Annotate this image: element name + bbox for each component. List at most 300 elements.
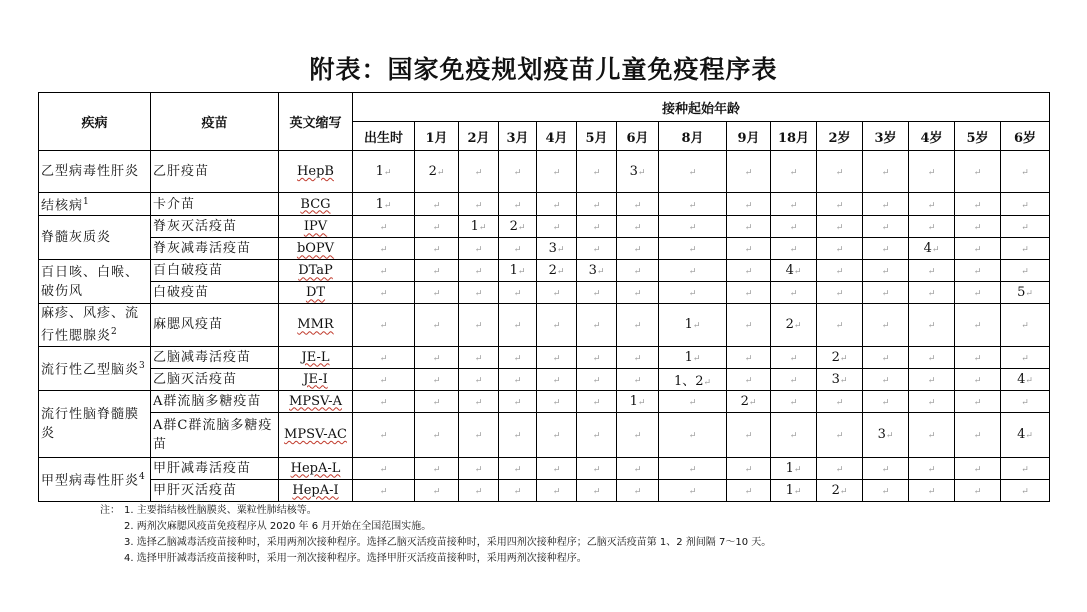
paragraph-mark-icon: ↵ — [927, 321, 936, 332]
dose-cell — [537, 238, 577, 260]
dose-cell — [499, 346, 537, 368]
paragraph-mark-icon: ↵ — [839, 375, 848, 386]
paragraph-mark-icon: ↵ — [688, 289, 697, 300]
dose-cell — [537, 412, 577, 457]
dose-cell — [459, 346, 499, 368]
paragraph-mark-icon: ↵ — [633, 353, 642, 364]
paragraph-mark-icon: ↵ — [835, 397, 844, 408]
footnote-ref: 1 — [83, 197, 90, 207]
dose-cell — [617, 260, 659, 282]
paragraph-mark-icon: ↵ — [633, 245, 642, 256]
dose-cell — [459, 304, 499, 346]
dose-cell — [863, 151, 909, 193]
abbr-cell — [279, 282, 353, 304]
paragraph-mark-icon: ↵ — [835, 431, 844, 442]
dose-cell — [1001, 260, 1050, 282]
dose-cell — [955, 193, 1001, 216]
paragraph-mark-icon: ↵ — [592, 464, 601, 475]
paragraph-mark-icon: ↵ — [379, 245, 388, 256]
dose-number: 1 — [684, 317, 693, 333]
dose-cell — [577, 238, 617, 260]
dose-cell — [955, 282, 1001, 304]
dose-cell — [955, 479, 1001, 501]
paragraph-mark-icon: ↵ — [513, 168, 522, 178]
vaccine-abbr: MPSV-A — [289, 393, 342, 409]
paragraph-mark-icon: ↵ — [1021, 321, 1029, 332]
paragraph-mark-icon: ↵ — [835, 464, 844, 475]
paragraph-mark-icon: ↵ — [744, 353, 753, 364]
paragraph-mark-icon: ↵ — [881, 464, 890, 475]
paragraph-mark-icon: ↵ — [927, 486, 936, 497]
paragraph-mark-icon: ↵ — [432, 486, 441, 497]
paragraph-mark-icon: ↵ — [744, 375, 753, 386]
paragraph-mark-icon: ↵ — [881, 397, 890, 408]
dose-cell — [863, 457, 909, 479]
footnote-item — [100, 519, 771, 535]
vaccine-name: 甲肝减毒活疫苗 — [153, 460, 252, 476]
dose-cell — [617, 193, 659, 216]
paragraph-mark-icon: ↵ — [835, 223, 844, 234]
dose-cell — [727, 304, 771, 346]
dose-cell — [817, 282, 863, 304]
dose-cell — [817, 346, 863, 368]
dose-cell — [537, 304, 577, 346]
dose-cell — [415, 412, 459, 457]
abbr-cell — [279, 457, 353, 479]
paragraph-mark-icon: ↵ — [973, 168, 982, 178]
dose-cell — [727, 390, 771, 412]
vaccine-abbr: HepB — [297, 164, 334, 179]
vaccine-name: 脊灰灭活疫苗 — [153, 219, 238, 235]
dose-cell — [909, 346, 955, 368]
paragraph-mark-icon: ↵ — [881, 245, 890, 256]
paragraph-mark-icon: ↵ — [881, 375, 890, 386]
paragraph-mark-icon: ↵ — [517, 223, 526, 234]
vaccine-cell — [151, 238, 279, 260]
paragraph-mark-icon: ↵ — [432, 289, 441, 300]
header-disease — [39, 93, 151, 151]
paragraph-mark-icon: ↵ — [552, 223, 561, 234]
vaccine-cell — [151, 216, 279, 238]
paragraph-mark-icon: ↵ — [474, 397, 483, 408]
dose-cell — [817, 260, 863, 282]
dose-cell — [955, 390, 1001, 412]
dose-cell — [459, 390, 499, 412]
paragraph-mark-icon: ↵ — [927, 353, 936, 364]
paragraph-mark-icon: ↵ — [927, 168, 936, 178]
footnotes — [100, 503, 771, 567]
paragraph-mark-icon: ↵ — [379, 267, 388, 278]
dose-cell — [771, 346, 817, 368]
paragraph-mark-icon: ↵ — [432, 397, 441, 408]
dose-cell — [659, 260, 727, 282]
disease-cell — [39, 216, 151, 260]
dose-number: 1 — [509, 263, 518, 279]
paragraph-mark-icon: ↵ — [474, 486, 483, 497]
paragraph-mark-icon: ↵ — [513, 353, 522, 364]
dose-cell — [1001, 368, 1050, 390]
paragraph-mark-icon: ↵ — [1021, 397, 1029, 408]
age-header: 8月 — [659, 122, 727, 151]
age-header: 3月 — [499, 122, 537, 151]
dose-cell — [353, 193, 415, 216]
paragraph-mark-icon: ↵ — [552, 431, 561, 442]
paragraph-mark-icon: ↵ — [474, 289, 483, 300]
disease-cell — [39, 151, 151, 193]
disease-cell — [39, 193, 151, 216]
dose-cell — [817, 193, 863, 216]
dose-cell — [863, 193, 909, 216]
dose-cell — [955, 412, 1001, 457]
table-row — [39, 412, 1050, 457]
vaccine-cell — [151, 304, 279, 346]
dose-cell — [955, 151, 1001, 193]
paragraph-mark-icon: ↵ — [793, 486, 802, 497]
dose-cell — [659, 346, 727, 368]
paragraph-mark-icon: ↵ — [633, 289, 642, 300]
dose-cell — [659, 368, 727, 390]
paragraph-mark-icon: ↵ — [692, 321, 701, 332]
age-header: 5月 — [577, 122, 617, 151]
dose-cell — [863, 412, 909, 457]
vaccine-cell — [151, 457, 279, 479]
dose-number: 3 — [588, 263, 597, 279]
dose-cell — [415, 457, 459, 479]
dose-cell — [499, 193, 537, 216]
paragraph-mark-icon: ↵ — [592, 431, 601, 442]
dose-cell — [415, 238, 459, 260]
paragraph-mark-icon: ↵ — [973, 486, 982, 497]
paragraph-mark-icon: ↵ — [379, 464, 388, 475]
dose-cell — [659, 151, 727, 193]
header-vaccine — [151, 93, 279, 151]
dose-cell — [459, 479, 499, 501]
dose-cell — [353, 368, 415, 390]
dose-cell — [617, 412, 659, 457]
paragraph-mark-icon: ↵ — [973, 200, 982, 211]
dose-cell — [909, 193, 955, 216]
paragraph-mark-icon: ↵ — [1021, 168, 1029, 178]
paragraph-mark-icon: ↵ — [789, 397, 798, 408]
paragraph-mark-icon: ↵ — [835, 245, 844, 256]
footnote-ref: 4 — [139, 471, 146, 482]
abbr-cell — [279, 346, 353, 368]
paragraph-mark-icon: ↵ — [1021, 464, 1029, 475]
paragraph-mark-icon: ↵ — [881, 200, 890, 211]
dose-cell — [353, 260, 415, 282]
dose-cell — [909, 238, 955, 260]
paragraph-mark-icon: ↵ — [379, 223, 388, 234]
header-start-age-label: 接种起始年龄 — [662, 101, 741, 117]
vaccine-abbr: IPV — [303, 219, 328, 235]
dose-cell — [353, 216, 415, 238]
dose-number: 4 — [1017, 371, 1026, 387]
footnote-text: 4. 选择甲肝减毒活疫苗接种时，采用一剂次接种程序。选择甲肝灭活疫苗接种时，采用两剂次接种程序。 — [124, 553, 587, 564]
paragraph-mark-icon: ↵ — [637, 397, 646, 408]
dose-cell — [499, 282, 537, 304]
dose-cell — [659, 282, 727, 304]
paragraph-mark-icon: ↵ — [432, 223, 441, 234]
header-vaccine-label: 疫苗 — [201, 116, 228, 131]
dose-cell — [577, 216, 617, 238]
dose-cell — [727, 457, 771, 479]
vaccine-name: 乙脑减毒活疫苗 — [153, 349, 252, 365]
abbr-cell — [279, 216, 353, 238]
dose-cell — [863, 368, 909, 390]
age-header: 2月 — [459, 122, 499, 151]
dose-cell — [537, 368, 577, 390]
paragraph-mark-icon: ↵ — [513, 321, 522, 332]
dose-number: 2 — [740, 393, 749, 409]
dose-cell — [863, 260, 909, 282]
dose-cell — [415, 368, 459, 390]
dose-cell — [353, 479, 415, 501]
vaccine-name: 麻腮风疫苗 — [153, 317, 224, 333]
dose-cell — [1001, 216, 1050, 238]
dose-cell — [499, 457, 537, 479]
abbr-cell — [279, 151, 353, 193]
paragraph-mark-icon: ↵ — [552, 486, 561, 497]
paragraph-mark-icon: ↵ — [379, 431, 388, 442]
paragraph-mark-icon: ↵ — [432, 200, 441, 211]
footnote-text: 3. 选择乙脑减毒活疫苗接种时，采用两剂次接种程序。选择乙脑灭活疫苗接种时，采用四剂次接种程序；乙脑灭活疫苗第 1、2 剂间隔 7～10 天。 — [124, 537, 772, 548]
vaccine-name: 百白破疫苗 — [153, 263, 224, 279]
paragraph-mark-icon: ↵ — [793, 267, 802, 278]
dose-cell — [577, 390, 617, 412]
paragraph-mark-icon: ↵ — [432, 431, 441, 442]
paragraph-mark-icon: ↵ — [744, 289, 753, 300]
paragraph-mark-icon: ↵ — [379, 289, 388, 300]
dose-cell — [537, 216, 577, 238]
dose-cell — [353, 390, 415, 412]
paragraph-mark-icon: ↵ — [927, 289, 936, 300]
dose-number: 2 — [428, 164, 437, 179]
paragraph-mark-icon: ↵ — [927, 200, 936, 211]
paragraph-mark-icon: ↵ — [835, 168, 844, 178]
dose-cell — [659, 238, 727, 260]
vaccine-name: 白破疫苗 — [153, 285, 210, 301]
dose-cell — [353, 282, 415, 304]
paragraph-mark-icon: ↵ — [744, 486, 753, 497]
paragraph-mark-icon: ↵ — [432, 464, 441, 475]
dose-cell — [537, 479, 577, 501]
dose-cell — [955, 216, 1001, 238]
footnote-text: 2. 两剂次麻腮风疫苗免疫程序从 2020 年 6 月开始在全国范围实施。 — [124, 521, 432, 532]
dose-cell — [617, 346, 659, 368]
paragraph-mark-icon: ↵ — [633, 375, 642, 386]
disease-name: 流行性脑脊髓膜炎 — [41, 406, 140, 441]
dose-cell — [659, 412, 727, 457]
paragraph-mark-icon: ↵ — [881, 289, 890, 300]
dose-cell — [353, 238, 415, 260]
paragraph-mark-icon: ↵ — [973, 464, 982, 475]
paragraph-mark-icon: ↵ — [1021, 486, 1029, 497]
dose-cell — [459, 412, 499, 457]
dose-cell — [353, 412, 415, 457]
dose-cell — [771, 479, 817, 501]
dose-cell — [909, 368, 955, 390]
paragraph-mark-icon: ↵ — [744, 200, 753, 211]
dose-cell — [955, 368, 1001, 390]
page-title: 附表：国家免疫规划疫苗儿童免疫程序表 — [309, 55, 778, 84]
disease-name: 流行性乙型脑炎 — [41, 362, 140, 378]
dose-cell — [817, 479, 863, 501]
paragraph-mark-icon: ↵ — [556, 267, 565, 278]
dose-cell — [499, 304, 537, 346]
dose-cell — [909, 260, 955, 282]
immunization-schedule-table — [38, 92, 1050, 502]
paragraph-mark-icon: ↵ — [592, 486, 601, 497]
age-header: 9月 — [727, 122, 771, 151]
paragraph-mark-icon: ↵ — [688, 397, 697, 408]
table-row — [39, 193, 1050, 216]
dose-cell — [499, 412, 537, 457]
dose-cell — [955, 346, 1001, 368]
abbr-cell — [279, 304, 353, 346]
paragraph-mark-icon: ↵ — [1021, 267, 1029, 278]
paragraph-mark-icon: ↵ — [637, 168, 646, 178]
dose-cell — [771, 282, 817, 304]
age-header: 6月 — [617, 122, 659, 151]
dose-cell — [577, 193, 617, 216]
dose-cell — [909, 151, 955, 193]
vaccine-cell — [151, 260, 279, 282]
paragraph-mark-icon: ↵ — [931, 245, 940, 256]
dose-cell — [459, 151, 499, 193]
dose-cell — [617, 479, 659, 501]
vaccine-cell — [151, 390, 279, 412]
vaccine-name: A群流脑多糖疫苗 — [153, 393, 262, 409]
disease-name: 甲型病毒性肝炎 — [41, 473, 140, 489]
paragraph-mark-icon: ↵ — [688, 464, 697, 475]
paragraph-mark-icon: ↵ — [744, 267, 753, 278]
dose-cell — [909, 412, 955, 457]
paragraph-mark-icon: ↵ — [592, 200, 601, 211]
vaccine-cell — [151, 151, 279, 193]
table-row — [39, 260, 1050, 282]
paragraph-mark-icon: ↵ — [1025, 289, 1033, 300]
paragraph-mark-icon: ↵ — [633, 464, 642, 475]
dose-number: 1 — [684, 349, 693, 365]
footnote-label: 注： — [100, 505, 120, 516]
dose-cell — [415, 479, 459, 501]
dose-cell — [415, 193, 459, 216]
vaccine-cell — [151, 479, 279, 501]
paragraph-mark-icon: ↵ — [927, 397, 936, 408]
vaccine-abbr: HepA-L — [290, 460, 341, 476]
paragraph-mark-icon: ↵ — [789, 245, 798, 256]
dose-cell — [727, 260, 771, 282]
paragraph-mark-icon: ↵ — [633, 486, 642, 497]
age-header: 1月 — [415, 122, 459, 151]
dose-cell — [909, 216, 955, 238]
dose-cell — [863, 304, 909, 346]
dose-cell — [415, 216, 459, 238]
paragraph-mark-icon: ↵ — [432, 321, 441, 332]
paragraph-mark-icon: ↵ — [744, 223, 753, 234]
disease-cell — [39, 457, 151, 501]
dose-cell — [577, 412, 617, 457]
header-disease-label: 疾病 — [81, 116, 108, 131]
paragraph-mark-icon: ↵ — [1021, 245, 1029, 256]
vaccine-cell — [151, 368, 279, 390]
abbr-cell — [279, 193, 353, 216]
dose-cell — [817, 412, 863, 457]
paragraph-mark-icon: ↵ — [789, 353, 798, 364]
dose-cell — [727, 412, 771, 457]
dose-number: 3 — [629, 164, 638, 179]
abbr-cell — [279, 390, 353, 412]
paragraph-mark-icon: ↵ — [973, 431, 982, 442]
dose-cell — [817, 390, 863, 412]
dose-cell — [459, 193, 499, 216]
disease-name: 结核病 — [41, 198, 84, 214]
dose-cell — [617, 151, 659, 193]
dose-cell — [817, 304, 863, 346]
paragraph-mark-icon: ↵ — [517, 267, 526, 278]
dose-cell — [353, 304, 415, 346]
table-row — [39, 151, 1050, 193]
dose-number: 5 — [1017, 285, 1026, 301]
dose-cell — [617, 304, 659, 346]
dose-cell — [1001, 457, 1050, 479]
dose-number: 2 — [831, 482, 840, 498]
dose-cell — [459, 260, 499, 282]
table-row — [39, 304, 1050, 346]
dose-cell — [659, 457, 727, 479]
paragraph-mark-icon: ↵ — [432, 375, 441, 386]
paragraph-mark-icon: ↵ — [1025, 375, 1033, 386]
abbr-cell — [279, 368, 353, 390]
dose-cell — [577, 260, 617, 282]
paragraph-mark-icon: ↵ — [927, 375, 936, 386]
footnote-ref: 2 — [111, 327, 118, 338]
paragraph-mark-icon: ↵ — [692, 353, 701, 364]
paragraph-mark-icon: ↵ — [592, 245, 601, 256]
paragraph-mark-icon: ↵ — [474, 375, 483, 386]
dose-cell — [537, 193, 577, 216]
dose-cell — [537, 346, 577, 368]
age-header: 6岁 — [1001, 122, 1050, 151]
dose-cell — [817, 238, 863, 260]
dose-number: 3 — [831, 371, 840, 387]
vaccine-name: A群C群流脑多糖疫苗 — [153, 417, 273, 452]
abbr-cell — [279, 238, 353, 260]
paragraph-mark-icon: ↵ — [474, 353, 483, 364]
vaccine-cell — [151, 412, 279, 457]
paragraph-mark-icon: ↵ — [474, 245, 483, 256]
vaccine-abbr: BCG — [300, 196, 331, 212]
vaccine-name: 卡介苗 — [153, 196, 196, 212]
paragraph-mark-icon: ↵ — [592, 321, 601, 332]
dose-cell — [459, 282, 499, 304]
dose-cell — [817, 368, 863, 390]
paragraph-mark-icon: ↵ — [927, 267, 936, 278]
dose-cell — [909, 390, 955, 412]
vaccine-cell — [151, 193, 279, 216]
dose-cell — [909, 479, 955, 501]
table-row — [39, 238, 1050, 260]
dose-number: 1 — [470, 219, 479, 235]
dose-cell — [817, 457, 863, 479]
dose-cell — [909, 304, 955, 346]
dose-cell — [577, 368, 617, 390]
vaccine-cell — [151, 282, 279, 304]
dose-cell — [537, 390, 577, 412]
vaccine-name: 乙脑灭活疫苗 — [153, 371, 238, 387]
paragraph-mark-icon: ↵ — [789, 375, 798, 386]
paragraph-mark-icon: ↵ — [592, 289, 601, 300]
